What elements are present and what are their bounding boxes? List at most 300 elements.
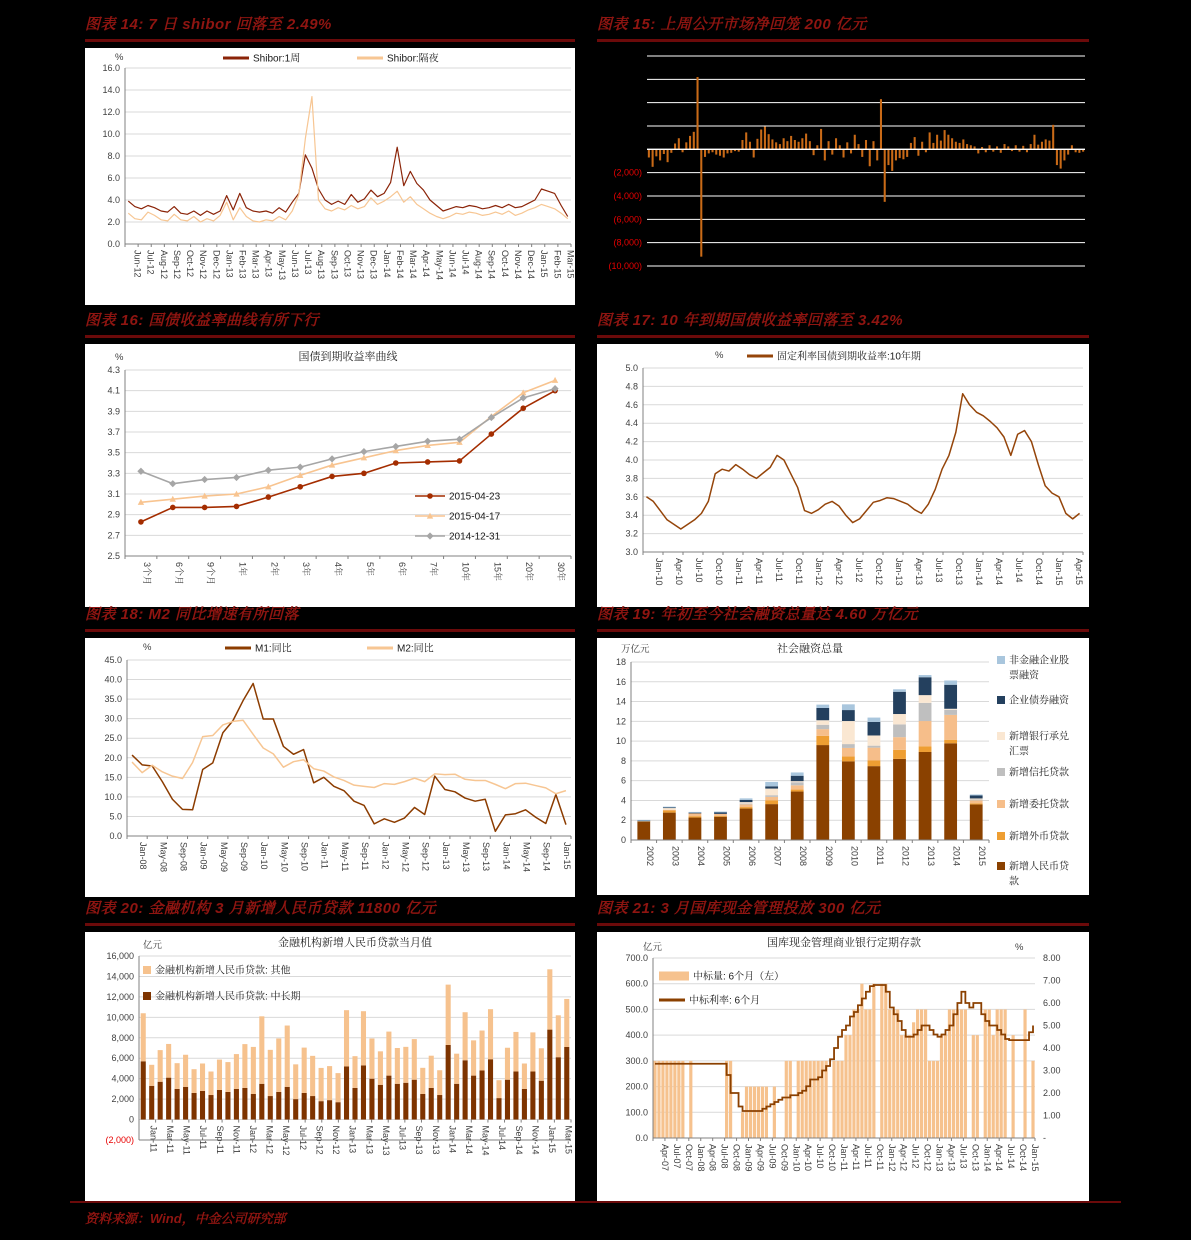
svg-text:5.00: 5.00 <box>1043 1020 1061 1031</box>
svg-text:Jan-10: Jan-10 <box>259 842 270 870</box>
svg-text:2014-12-31: 2014-12-31 <box>449 531 501 543</box>
svg-text:Nov-13: Nov-13 <box>355 250 366 280</box>
svg-text:Nov-14: Nov-14 <box>512 250 523 280</box>
treasury-10y-yield-chart <box>597 344 1089 607</box>
svg-text:Jan-11: Jan-11 <box>734 558 744 585</box>
svg-text:6.00: 6.00 <box>1043 998 1061 1008</box>
svg-text:200.0: 200.0 <box>625 1081 648 1092</box>
svg-text:Jan-15: Jan-15 <box>1030 1144 1041 1172</box>
svg-text:Feb-13: Feb-13 <box>237 250 248 279</box>
svg-text:6个月: 6个月 <box>173 562 184 586</box>
svg-text:Jan-14: Jan-14 <box>974 558 984 586</box>
svg-text:2.00: 2.00 <box>1043 1088 1061 1098</box>
svg-text:社会融资总量: 社会融资总量 <box>777 643 843 655</box>
svg-text:7年: 7年 <box>428 562 439 577</box>
svg-text:2014: 2014 <box>951 846 962 867</box>
figure-15-title: 图表 15: 上周公开市场净回笼 200 亿元 <box>597 16 867 33</box>
svg-text:Mar-15: Mar-15 <box>563 1125 574 1155</box>
svg-text:May-13: May-13 <box>276 250 287 281</box>
svg-text:汇票: 汇票 <box>1009 746 1029 758</box>
svg-text:0: 0 <box>620 835 626 845</box>
svg-text:12,000: 12,000 <box>106 991 134 1002</box>
svg-text:Apr-13: Apr-13 <box>263 250 274 278</box>
title-underline <box>85 923 575 926</box>
svg-text:Mar-13: Mar-13 <box>250 250 261 279</box>
figure-16-title: 图表 16: 国债收益率曲线有所下行 <box>85 312 320 329</box>
svg-text:%: % <box>115 52 124 63</box>
svg-text:3.4: 3.4 <box>625 510 638 521</box>
svg-text:3.2: 3.2 <box>625 528 638 539</box>
svg-text:4.1: 4.1 <box>107 385 120 396</box>
svg-text:Feb-15: Feb-15 <box>552 250 563 279</box>
svg-text:May-14: May-14 <box>434 250 445 281</box>
svg-text:万亿元: 万亿元 <box>621 644 650 655</box>
svg-text:Sep-12: Sep-12 <box>314 1125 325 1155</box>
svg-text:Oct-13: Oct-13 <box>954 558 964 586</box>
svg-text:4年: 4年 <box>333 562 344 577</box>
svg-text:Oct-13: Oct-13 <box>970 1144 981 1172</box>
svg-text:0.0: 0.0 <box>635 1133 648 1143</box>
svg-text:2.0: 2.0 <box>107 217 120 227</box>
svg-text:40.0: 40.0 <box>104 674 122 685</box>
svg-text:Jan-11: Jan-11 <box>148 1125 159 1153</box>
svg-text:8.00: 8.00 <box>1043 953 1061 963</box>
svg-text:Jul-11: Jul-11 <box>198 1125 209 1150</box>
svg-text:3.00: 3.00 <box>1043 1065 1061 1076</box>
svg-text:3年: 3年 <box>301 562 312 577</box>
svg-text:4.0: 4.0 <box>107 195 120 205</box>
svg-text:Oct-11: Oct-11 <box>874 1144 885 1171</box>
svg-text:Mar-12: Mar-12 <box>264 1125 275 1155</box>
svg-text:14: 14 <box>615 696 626 707</box>
svg-text:M2:同比: M2:同比 <box>397 643 434 655</box>
svg-text:Apr-08: Apr-08 <box>707 1144 718 1172</box>
svg-text:(8,000): (8,000) <box>613 237 642 248</box>
svg-text:5.0: 5.0 <box>109 811 122 822</box>
svg-text:%: % <box>115 352 124 363</box>
svg-text:Nov-13: Nov-13 <box>430 1125 441 1155</box>
svg-text:5年: 5年 <box>364 562 375 577</box>
svg-text:May-11: May-11 <box>181 1125 192 1155</box>
svg-text:18: 18 <box>615 657 626 667</box>
svg-text:Sep-13: Sep-13 <box>481 842 492 872</box>
title-underline <box>85 39 575 42</box>
svg-text:Jan-12: Jan-12 <box>248 1125 258 1154</box>
svg-text:2013: 2013 <box>926 846 937 867</box>
svg-text:Nov-11: Nov-11 <box>231 1125 242 1154</box>
svg-text:Oct-12: Oct-12 <box>185 250 196 278</box>
svg-text:Jan-09: Jan-09 <box>743 1144 754 1172</box>
svg-text:Jan-08: Jan-08 <box>695 1144 706 1172</box>
svg-text:Jan-12: Jan-12 <box>380 842 391 870</box>
svg-text:Apr-09: Apr-09 <box>755 1144 766 1172</box>
svg-text:7.00: 7.00 <box>1043 975 1061 986</box>
svg-text:3.7: 3.7 <box>107 427 120 437</box>
svg-text:30年: 30年 <box>556 562 567 582</box>
svg-text:6,000: 6,000 <box>111 1053 134 1064</box>
svg-text:Jan-11: Jan-11 <box>319 842 330 869</box>
svg-text:Jan-14: Jan-14 <box>501 842 512 870</box>
svg-text:Apr-11: Apr-11 <box>754 558 764 585</box>
svg-text:Jan-13: Jan-13 <box>934 1144 945 1172</box>
svg-text:Aug-13: Aug-13 <box>316 250 327 280</box>
figure-16-panel <box>85 310 575 607</box>
svg-text:-: - <box>1043 1133 1046 1143</box>
svg-text:2.7: 2.7 <box>107 530 120 541</box>
svg-text:2002: 2002 <box>644 846 655 867</box>
svg-text:1.00: 1.00 <box>1043 1110 1061 1121</box>
title-underline <box>85 629 575 632</box>
svg-text:May-09: May-09 <box>218 842 229 873</box>
svg-text:Oct-10: Oct-10 <box>827 1144 838 1172</box>
svg-text:12: 12 <box>615 716 626 727</box>
figure-19-panel <box>597 604 1089 895</box>
svg-text:中标利率: 6个月: 中标利率: 6个月 <box>689 995 761 1007</box>
svg-text:2.5: 2.5 <box>107 551 120 561</box>
svg-text:票融资: 票融资 <box>1009 670 1039 682</box>
svg-text:M1:同比: M1:同比 <box>255 643 292 655</box>
svg-text:Jul-12: Jul-12 <box>854 558 864 583</box>
figure-14-panel <box>85 14 575 305</box>
svg-text:(6,000): (6,000) <box>613 214 642 225</box>
svg-text:%: % <box>143 642 152 653</box>
svg-text:Shibor:1周: Shibor:1周 <box>253 53 301 65</box>
svg-text:Nov-12: Nov-12 <box>198 250 209 280</box>
svg-text:固定利率国债到期收益率:10年期: 固定利率国债到期收益率:10年期 <box>777 351 921 363</box>
svg-text:Apr-14: Apr-14 <box>421 250 432 278</box>
svg-text:16: 16 <box>615 676 626 687</box>
svg-text:Sep-13: Sep-13 <box>414 1125 425 1155</box>
svg-text:2.9: 2.9 <box>107 509 120 520</box>
svg-text:Oct-10: Oct-10 <box>714 558 724 586</box>
svg-text:企业债券融资: 企业债券融资 <box>1009 695 1069 707</box>
svg-text:3.0: 3.0 <box>625 547 638 557</box>
svg-text:2004: 2004 <box>695 846 706 867</box>
svg-text:Oct-14: Oct-14 <box>499 250 510 278</box>
svg-text:400.0: 400.0 <box>625 1030 648 1041</box>
svg-text:亿元: 亿元 <box>143 940 163 951</box>
svg-text:(2,000): (2,000) <box>105 1135 134 1145</box>
svg-text:May-13: May-13 <box>461 842 471 873</box>
svg-text:新增人民币贷: 新增人民币贷 <box>1009 861 1069 873</box>
svg-text:Shibor:隔夜: Shibor:隔夜 <box>387 53 439 65</box>
svg-text:2年: 2年 <box>269 562 280 577</box>
svg-text:Dec-14: Dec-14 <box>526 250 537 280</box>
svg-text:2006: 2006 <box>747 846 758 867</box>
svg-text:12.0: 12.0 <box>102 107 120 117</box>
svg-text:15.0: 15.0 <box>104 772 122 783</box>
figure-18-panel <box>85 604 575 897</box>
svg-text:新增银行承兑: 新增银行承兑 <box>1009 731 1069 743</box>
svg-text:Jan-10: Jan-10 <box>791 1144 802 1172</box>
svg-text:May-14: May-14 <box>480 1125 491 1156</box>
svg-text:Oct-14: Oct-14 <box>1034 558 1044 586</box>
svg-text:Apr-07: Apr-07 <box>659 1144 670 1172</box>
svg-text:0.0: 0.0 <box>107 239 120 249</box>
svg-text:6.0: 6.0 <box>107 173 120 183</box>
svg-text:2015-04-23: 2015-04-23 <box>449 491 501 503</box>
figure-18-title: 图表 18: M2 同比增速有所回落 <box>85 606 300 623</box>
svg-text:新增委托贷款: 新增委托贷款 <box>1009 799 1069 811</box>
svg-text:600.0: 600.0 <box>625 978 648 989</box>
svg-text:Jul-09: Jul-09 <box>767 1144 778 1169</box>
svg-text:0: 0 <box>128 1114 134 1125</box>
svg-text:Jan-15: Jan-15 <box>547 1125 558 1154</box>
svg-text:300.0: 300.0 <box>625 1055 648 1066</box>
svg-text:Jan-14: Jan-14 <box>381 250 392 278</box>
shibor-chart <box>85 48 575 305</box>
svg-text:Jul-11: Jul-11 <box>862 1144 873 1168</box>
svg-text:Dec-13: Dec-13 <box>368 250 379 280</box>
svg-text:金融机构新增人民币贷款: 其他: 金融机构新增人民币贷款: 其他 <box>155 965 291 977</box>
svg-text:3.5: 3.5 <box>107 447 120 458</box>
svg-text:700.0: 700.0 <box>625 953 648 963</box>
svg-text:8.0: 8.0 <box>107 151 120 161</box>
svg-text:Jan-13: Jan-13 <box>440 842 451 870</box>
svg-text:Apr-13: Apr-13 <box>946 1144 957 1172</box>
svg-text:新增外币贷款: 新增外币贷款 <box>1009 831 1069 843</box>
svg-text:2: 2 <box>620 815 626 826</box>
svg-text:新增信托贷款: 新增信托贷款 <box>1009 767 1069 779</box>
svg-text:Sep-12: Sep-12 <box>171 250 182 280</box>
svg-text:4.6: 4.6 <box>625 399 638 410</box>
svg-text:5.0: 5.0 <box>625 363 638 373</box>
svg-text:亿元: 亿元 <box>643 942 663 953</box>
svg-text:10年: 10年 <box>460 562 471 582</box>
svg-text:Apr-15: Apr-15 <box>1074 558 1084 586</box>
svg-text:Jan-08: Jan-08 <box>138 842 149 870</box>
svg-text:14,000: 14,000 <box>106 971 134 982</box>
figure-21-panel <box>597 898 1089 1201</box>
svg-text:6: 6 <box>620 775 626 786</box>
svg-text:4.3: 4.3 <box>107 365 120 375</box>
svg-text:10,000: 10,000 <box>106 1012 134 1023</box>
svg-text:14.0: 14.0 <box>102 85 120 95</box>
svg-text:Sep-12: Sep-12 <box>420 842 431 872</box>
svg-text:10.0: 10.0 <box>104 791 122 802</box>
figure-20-panel <box>85 898 575 1201</box>
svg-text:Jul-13: Jul-13 <box>397 1125 408 1151</box>
svg-text:Jul-08: Jul-08 <box>719 1144 730 1169</box>
svg-text:Jul-12: Jul-12 <box>910 1144 921 1169</box>
svg-text:Jul-14: Jul-14 <box>1006 1144 1017 1169</box>
title-underline <box>597 335 1089 338</box>
open-market-operations-chart <box>597 48 1089 285</box>
treasury-yield-curve-chart <box>85 344 575 607</box>
svg-text:Sep-08: Sep-08 <box>178 842 189 872</box>
svg-text:3.6: 3.6 <box>625 491 638 502</box>
new-loans-chart <box>85 932 575 1201</box>
svg-text:10: 10 <box>615 736 626 747</box>
svg-text:May-14: May-14 <box>521 842 532 873</box>
svg-text:Jan-12: Jan-12 <box>814 558 824 586</box>
svg-text:1年: 1年 <box>237 562 248 577</box>
svg-text:Jan-11: Jan-11 <box>839 1144 850 1171</box>
svg-text:金融机构新增人民币贷款: 中长期: 金融机构新增人民币贷款: 中长期 <box>155 991 301 1003</box>
svg-text:Jan-15: Jan-15 <box>561 842 572 870</box>
figure-17-title: 图表 17: 10 年到期国债收益率回落至 3.42% <box>597 312 904 329</box>
svg-text:Jul-11: Jul-11 <box>774 558 784 582</box>
svg-text:Apr-10: Apr-10 <box>674 558 684 586</box>
svg-text:2015-04-17: 2015-04-17 <box>449 511 501 523</box>
svg-text:Oct-07: Oct-07 <box>683 1144 694 1172</box>
svg-text:Jan-14: Jan-14 <box>982 1144 993 1172</box>
svg-text:25.0: 25.0 <box>104 733 122 744</box>
svg-text:Mar-13: Mar-13 <box>364 1125 375 1155</box>
svg-text:Apr-12: Apr-12 <box>898 1144 909 1172</box>
svg-text:3.9: 3.9 <box>107 406 120 417</box>
svg-text:Oct-11: Oct-11 <box>794 558 804 585</box>
svg-text:Apr-13: Apr-13 <box>914 558 924 586</box>
svg-text:Jul-13: Jul-13 <box>303 250 314 275</box>
svg-text:Mar-14: Mar-14 <box>408 250 419 279</box>
svg-text:100.0: 100.0 <box>625 1107 648 1118</box>
svg-text:Oct-14: Oct-14 <box>1018 1144 1029 1172</box>
svg-text:4.4: 4.4 <box>625 418 638 429</box>
svg-text:Mar-15: Mar-15 <box>565 250 575 279</box>
svg-text:2011: 2011 <box>874 846 885 866</box>
figure-14-title: 图表 14: 7 日 shibor 回落至 2.49% <box>85 16 332 33</box>
svg-text:Oct-08: Oct-08 <box>731 1144 742 1172</box>
svg-text:Sep-14: Sep-14 <box>541 842 552 872</box>
social-financing-chart <box>597 638 1089 895</box>
title-underline <box>85 335 575 338</box>
svg-text:Mar-14: Mar-14 <box>464 1125 474 1155</box>
svg-text:Sep-10: Sep-10 <box>299 842 310 872</box>
svg-text:(4,000): (4,000) <box>613 191 642 201</box>
svg-text:4.0: 4.0 <box>625 455 638 465</box>
svg-text:Jul-14: Jul-14 <box>497 1125 508 1151</box>
svg-text:45.0: 45.0 <box>104 655 122 665</box>
svg-text:Sep-09: Sep-09 <box>239 842 249 872</box>
title-underline <box>597 923 1089 926</box>
svg-text:非金融企业股: 非金融企业股 <box>1009 655 1069 667</box>
svg-text:中标量: 6个月（左）: 中标量: 6个月（左） <box>693 971 785 983</box>
svg-text:Nov-14: Nov-14 <box>530 1125 541 1155</box>
svg-text:国库现金管理商业银行定期存款: 国库现金管理商业银行定期存款 <box>767 937 921 949</box>
svg-text:Sep-14: Sep-14 <box>486 250 497 280</box>
svg-text:Jul-07: Jul-07 <box>671 1144 682 1169</box>
svg-text:2015: 2015 <box>977 846 988 867</box>
svg-text:Jun-14: Jun-14 <box>447 250 458 278</box>
svg-text:Jan-15: Jan-15 <box>539 250 550 278</box>
svg-text:Sep-11: Sep-11 <box>360 842 371 871</box>
svg-text:Apr-11: Apr-11 <box>850 1144 861 1171</box>
svg-text:500.0: 500.0 <box>625 1004 648 1015</box>
svg-text:Jan-13: Jan-13 <box>347 1125 358 1154</box>
svg-text:3.3: 3.3 <box>107 468 120 479</box>
svg-text:30.0: 30.0 <box>104 713 122 724</box>
svg-text:2012: 2012 <box>900 846 911 867</box>
svg-text:Oct-09: Oct-09 <box>779 1144 790 1172</box>
svg-text:Oct-12: Oct-12 <box>922 1144 933 1172</box>
figure-21-title: 图表 21: 3 月国库现金管理投放 300 亿元 <box>597 900 881 917</box>
svg-text:0.0: 0.0 <box>109 831 122 841</box>
svg-text:国债到期收益率曲线: 国债到期收益率曲线 <box>298 351 398 363</box>
svg-text:Aug-14: Aug-14 <box>473 250 484 280</box>
svg-text:May-08: May-08 <box>158 842 169 873</box>
svg-text:Jul-13: Jul-13 <box>934 558 944 583</box>
svg-text:Jan-15: Jan-15 <box>1054 558 1064 586</box>
svg-text:2009: 2009 <box>823 846 834 867</box>
svg-text:(10,000): (10,000) <box>608 261 642 271</box>
svg-text:2008: 2008 <box>798 846 809 867</box>
footer-divider <box>70 1201 1121 1203</box>
svg-text:金融机构新增人民币贷款当月值: 金融机构新增人民币贷款当月值 <box>278 937 432 949</box>
figure-15-panel <box>597 14 1089 285</box>
svg-text:Jul-13: Jul-13 <box>958 1144 969 1169</box>
svg-text:Oct-13: Oct-13 <box>342 250 353 278</box>
svg-text:Jun-13: Jun-13 <box>289 250 300 278</box>
svg-text:Sep-13: Sep-13 <box>329 250 340 280</box>
svg-text:Sep-11: Sep-11 <box>214 1125 225 1154</box>
svg-text:Mar-11: Mar-11 <box>164 1125 175 1154</box>
svg-text:Sep-14: Sep-14 <box>513 1125 524 1155</box>
svg-text:Apr-14: Apr-14 <box>994 1144 1005 1172</box>
svg-text:Apr-12: Apr-12 <box>834 558 844 586</box>
svg-text:4.00: 4.00 <box>1043 1043 1061 1053</box>
svg-text:4: 4 <box>620 795 626 806</box>
svg-text:Dec-12: Dec-12 <box>211 250 222 280</box>
svg-text:3.8: 3.8 <box>625 473 638 484</box>
svg-text:4.2: 4.2 <box>625 436 638 447</box>
svg-text:20年: 20年 <box>524 562 535 582</box>
svg-text:Nov-12: Nov-12 <box>331 1125 342 1155</box>
svg-text:8: 8 <box>620 755 626 766</box>
svg-text:Jan-13: Jan-13 <box>894 558 904 586</box>
svg-text:May-12: May-12 <box>281 1125 292 1156</box>
figure-20-title: 图表 20: 金融机构 3 月新增人民币贷款 11800 亿元 <box>85 900 437 917</box>
svg-text:16.0: 16.0 <box>102 63 120 73</box>
svg-text:2003: 2003 <box>670 846 681 867</box>
svg-text:6年: 6年 <box>396 562 407 577</box>
svg-text:Jul-10: Jul-10 <box>815 1144 826 1169</box>
svg-text:Feb-14: Feb-14 <box>394 250 405 279</box>
svg-text:Jan-09: Jan-09 <box>198 842 209 870</box>
svg-text:4.8: 4.8 <box>625 381 638 392</box>
svg-text:Apr-10: Apr-10 <box>803 1144 814 1172</box>
source-note: 资料来源：Wind，中金公司研究部 <box>85 1211 286 1226</box>
svg-text:2010: 2010 <box>849 846 860 867</box>
svg-text:16,000: 16,000 <box>106 951 134 961</box>
svg-text:款: 款 <box>1009 876 1019 888</box>
svg-text:Jan-14: Jan-14 <box>447 1125 458 1154</box>
treasury-cash-deposit-chart <box>597 932 1089 1201</box>
svg-text:10.0: 10.0 <box>102 129 120 139</box>
svg-text:3.1: 3.1 <box>107 489 120 499</box>
svg-text:Aug-12: Aug-12 <box>158 250 169 280</box>
svg-text:May-13: May-13 <box>380 1125 391 1156</box>
svg-text:Jul-10: Jul-10 <box>694 558 704 583</box>
svg-text:Jan-10: Jan-10 <box>654 558 664 586</box>
svg-text:8,000: 8,000 <box>111 1032 134 1043</box>
svg-text:3个月: 3个月 <box>141 562 152 586</box>
title-underline <box>597 39 1089 42</box>
svg-text:Jul-14: Jul-14 <box>1014 558 1024 583</box>
svg-text:4,000: 4,000 <box>111 1073 134 1084</box>
figure-17-panel <box>597 310 1089 607</box>
svg-text:Apr-14: Apr-14 <box>994 558 1004 586</box>
figure-19-title: 图表 19: 年初至今社会融资总量达 4.60 万亿元 <box>597 606 919 623</box>
svg-text:2007: 2007 <box>772 846 783 867</box>
svg-text:%: % <box>1015 942 1024 953</box>
svg-text:May-11: May-11 <box>339 842 350 872</box>
svg-text:(2,000): (2,000) <box>613 167 642 178</box>
svg-text:35.0: 35.0 <box>104 694 122 705</box>
svg-text:Jul-14: Jul-14 <box>460 250 471 275</box>
svg-text:%: % <box>715 350 724 361</box>
svg-text:Jun-12: Jun-12 <box>132 250 143 278</box>
